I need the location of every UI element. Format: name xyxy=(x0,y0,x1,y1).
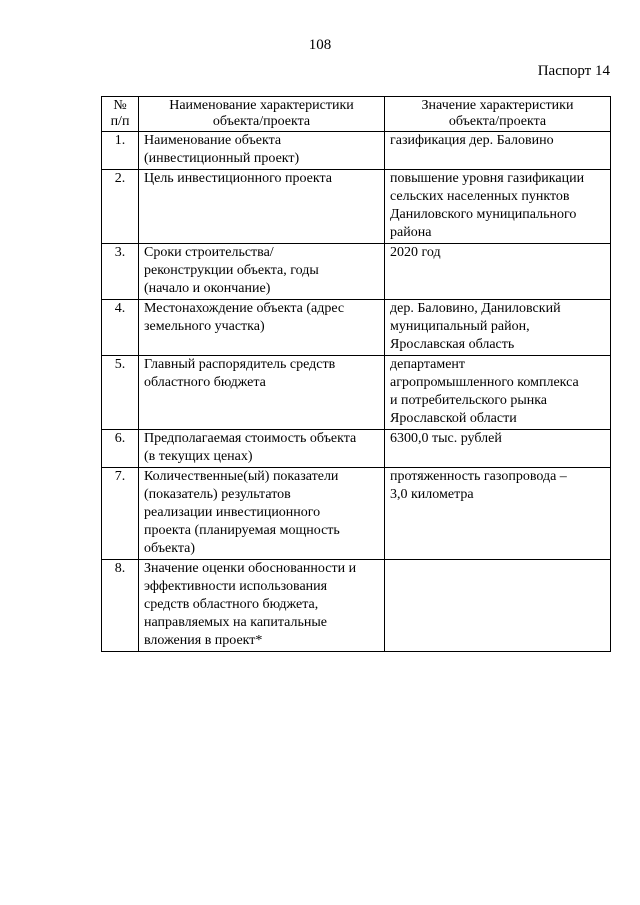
row-number: 2. xyxy=(102,170,139,244)
row-number: 7. xyxy=(102,468,139,560)
table-row xyxy=(102,356,611,430)
row-value: повышение уровня газификации сельских населенных пунктов Даниловского муниципального района xyxy=(385,170,611,244)
table-row xyxy=(102,244,611,300)
row-number: 8. xyxy=(102,560,139,652)
page-number: 108 xyxy=(308,37,332,53)
passport-label: Паспорт 14 xyxy=(537,63,610,79)
header-number: № п/п xyxy=(102,97,139,132)
row-name: Предполагаемая стоимость объекта (в текущих ценах) xyxy=(139,430,385,468)
row-name: Количественные(ый) показатели (показатель) результатов реализации инвестиционного проекта (планируемая мощность объекта) xyxy=(139,468,385,560)
row-value: протяженность газопровода – 3,0 километра xyxy=(385,468,611,560)
row-number: 4. xyxy=(102,300,139,356)
row-value: департамент агропромышленного комплекса и потребительского рынка Ярославской области xyxy=(385,356,611,430)
row-value: 6300,0 тыс. рублей xyxy=(385,430,611,468)
table-row xyxy=(102,560,611,652)
header-characteristic-value: Значение характеристики объекта/проекта xyxy=(385,97,611,132)
row-name: Цель инвестиционного проекта xyxy=(139,170,385,244)
row-name: Главный распорядитель средств областного бюджета xyxy=(139,356,385,430)
row-value: 2020 год xyxy=(385,244,611,300)
table-row xyxy=(102,132,611,170)
row-number: 6. xyxy=(102,430,139,468)
row-number: 1. xyxy=(102,132,139,170)
header-characteristic-name: Наименование характеристики объекта/проекта xyxy=(139,97,385,132)
row-value: дер. Баловино, Даниловский муниципальный район, Ярославская область xyxy=(385,300,611,356)
table-row xyxy=(102,468,611,560)
table-row xyxy=(102,300,611,356)
table-header-row xyxy=(102,97,611,132)
row-value xyxy=(385,560,611,652)
row-name: Местонахождение объекта (адрес земельного участка) xyxy=(139,300,385,356)
row-number: 5. xyxy=(102,356,139,430)
table-row xyxy=(102,430,611,468)
row-value: газификация дер. Баловино xyxy=(385,132,611,170)
row-name: Значение оценки обоснованности и эффективности использования средств областного бюджета, направляемых на капитальные вложения в проект* xyxy=(139,560,385,652)
row-name: Сроки строительства/ реконструкции объекта, годы (начало и окончание) xyxy=(139,244,385,300)
passport-table xyxy=(101,96,611,652)
row-name: Наименование объекта (инвестиционный проект) xyxy=(139,132,385,170)
table-row xyxy=(102,170,611,244)
row-number: 3. xyxy=(102,244,139,300)
